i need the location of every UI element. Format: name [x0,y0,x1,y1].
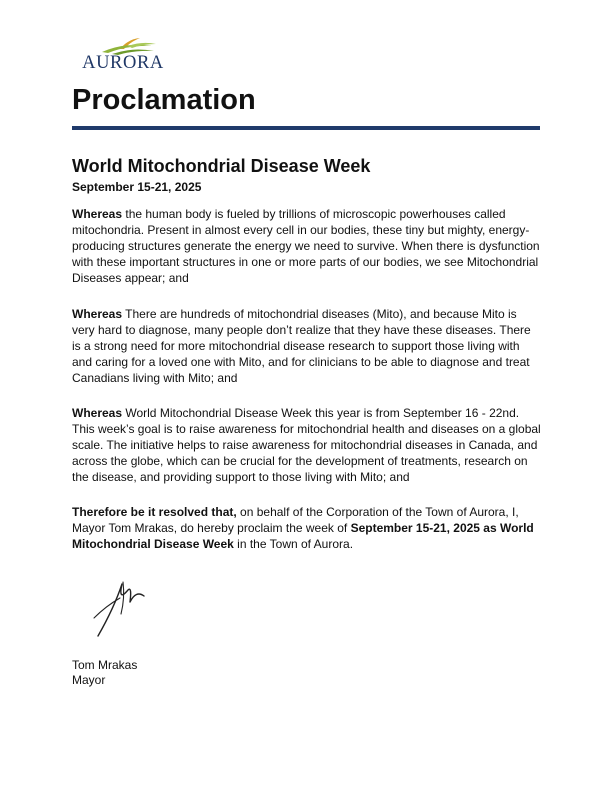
signer-name: Tom Mrakas [72,658,138,672]
resolution-paragraph [72,504,542,552]
mayor-signature [76,568,166,642]
paragraph-lead: Whereas [72,207,123,221]
paragraph-lead: Therefore be it resolved that, [72,505,237,519]
whereas-paragraph-1 [72,206,542,286]
title-rule [72,126,540,130]
logo-wordmark: AURORA [82,53,164,73]
proclamation-name: World Mitochondrial Disease Week [72,156,371,176]
paragraph-body: World Mitochondrial Disease Week this year is from September 16 - 22nd. This week’s goal is to raise awareness for mitochondrial health and diseases on a global scale. The initiative helps to raise awareness for mitochondrial diseases in Canada, and across the globe, which can be crucial for the development of treatments, research on the disease, and providing support to those living with Mito; and [72,406,541,485]
paragraph-body: There are hundreds of mitochondrial diseases (Mito), and because Mito is very hard to diagnose, many people don’t realize that they have these diseases. There is a strong need for more mitochondrial disease research to support those living with and caring for a loved one with Mito, and for clinicians to be able to diagnose and treat Canadians living with Mito; and [72,307,531,386]
paragraph-tail: in the Town of Aurora. [233,537,354,552]
paragraph-body: the human body is fueled by trillions of microscopic powerhouses called mitochondria. Present in almost every cell in our bodies, these tiny but mighty, energy-producing structures generate the energy we need to survive. When there is dysfunction with these important structures in one or more parts of our bodies, we see Mitochondrial Diseases appear; and [72,207,540,286]
paragraph-body: on behalf of the Corporation of the Town of Aurora, I, Mayor Tom Mrakas, do hereby proclaim the week of [72,505,519,536]
signature-icon [76,568,166,642]
paragraph-lead: Whereas [72,307,123,321]
signer-title: Mayor [72,673,106,687]
whereas-paragraph-2 [72,306,542,386]
page-title: Proclamation [72,84,256,116]
town-logo [72,37,174,73]
proclamation-dates: September 15-21, 2025 [72,180,202,194]
paragraph-lead: Whereas [72,406,123,420]
whereas-paragraph-3 [72,405,542,485]
proclaimed-week: September 15-21, 2025 as World Mitochondrial Disease Week [72,521,534,552]
